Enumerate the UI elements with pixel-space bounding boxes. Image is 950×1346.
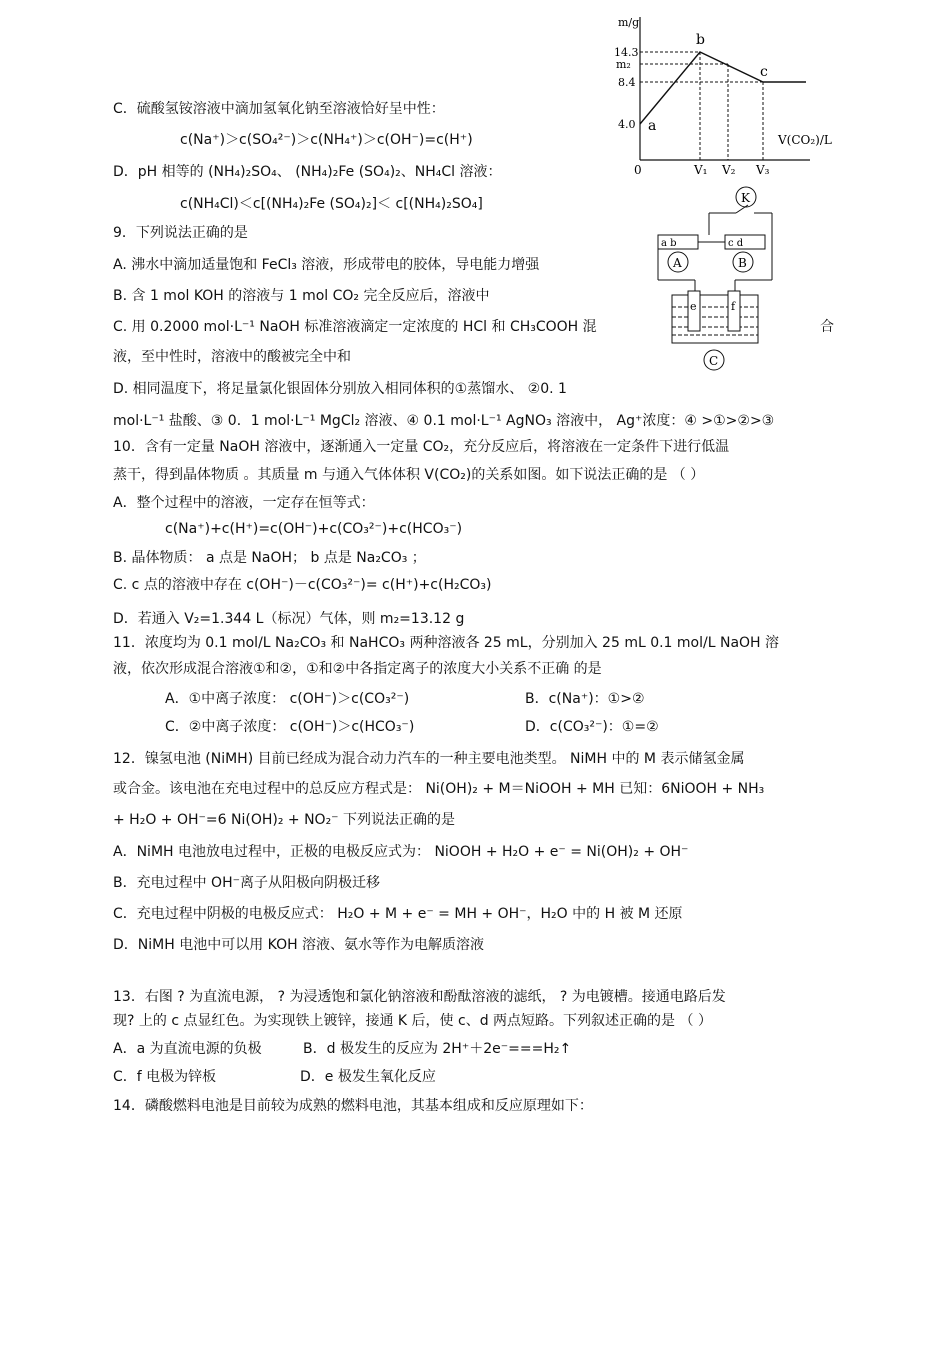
- q12-stem: 12．镍氢电池 (NiMH) 目前已经成为混合动力汽车的一种主要电池类型。 NiMH 中的 M 表示储氢金属: [113, 751, 745, 767]
- q9-option-c-end: 合: [820, 319, 834, 335]
- point-b-label: b: [696, 32, 705, 48]
- q13-stem-cont: 现? 上的 c 点显红色。为实现铁上镀锌，接通 K 后，使 c、d 两点短路。下列叙述正确的是 （ ）: [113, 1013, 712, 1029]
- option-c-formula: c(Na⁺)＞c(SO₄²⁻)＞c(NH₄⁺)＞c(OH⁻)=c(H⁺): [180, 132, 473, 148]
- q12-option-d: D．NiMH 电池中可以用 KOH 溶液、氨水等作为电解质溶液: [113, 937, 485, 953]
- q9-option-d: D. 相同温度下，将足量氯化银固体分别放入相同体积的①蒸馏水、 ②0. 1: [113, 381, 567, 397]
- y-tick-4-0: 4.0: [618, 118, 636, 131]
- q12-stem-cont: 或合金。该电池在充电过程中的总反应方程式是： Ni(OH)₂ + M＝NiOOH + MH 已知：6NiOOH + NH₃: [113, 781, 765, 797]
- option-d-line: D．pH 相等的 (NH₄)₂SO₄、 (NH₄)₂Fe (SO₄)₂、NH₄Cl 溶液：: [113, 164, 502, 180]
- y-axis-label: m/g: [618, 16, 640, 29]
- q9-option-c-cont: 液，至中性时，溶液中的酸被完全中和: [113, 349, 351, 365]
- q11-stem-cont: 液，依次形成混合溶液①和②，①和②中各指定离子的浓度大小关系不正确 的是: [113, 661, 602, 677]
- q9-option-d-cont: mol·L⁻¹ 盐酸、③ 0．1 mol·L⁻¹ MgCl₂ 溶液、④ 0.1 mol·L⁻¹ AgNO₃ 溶液中， Ag⁺浓度：④ >①>②>③: [113, 413, 775, 429]
- q9-option-b: B. 含 1 mol KOH 的溶液与 1 mol CO₂ 完全反应后，溶液中: [113, 288, 490, 304]
- q10-option-a: A．整个过程中的溶液，一定存在恒等式：: [113, 495, 375, 511]
- q12-option-c: C．充电过程中阴极的电极反应式： H₂O + M + e⁻ = MH + OH⁻，H₂O 中的 H 被 M 还原: [113, 906, 683, 922]
- paper-ab-label: a b: [661, 238, 677, 249]
- q10-stem-cont: 蒸干，得到晶体物质 。其质量 m 与通入气体体积 V(CO₂)的关系如图。如下说法正确的是 （ ）: [113, 467, 705, 483]
- q10-option-a-formula: c(Na⁺)+c(H⁺)=c(OH⁻)+c(CO₃²⁻)+c(HCO₃⁻): [165, 521, 463, 537]
- point-c-label: c: [760, 64, 768, 80]
- cell-c-label: C: [709, 354, 719, 368]
- q9-option-c: C. 用 0.2000 mol·L⁻¹ NaOH 标准溶液滴定一定浓度的 HCl 和 CH₃COOH 混: [113, 319, 597, 335]
- q9-stem: 9．下列说法正确的是: [113, 225, 248, 241]
- electrode-e-label: e: [690, 300, 697, 313]
- option-c-line: C．硫酸氢铵溶液中滴加氢氧化钠至溶液恰好呈中性：: [113, 101, 445, 117]
- paper-cd-label: c d: [728, 238, 744, 249]
- q10-stem: 10．含有一定量 NaOH 溶液中，逐渐通入一定量 CO₂，充分反应后，将溶液在一定条件下进行低温: [113, 439, 730, 455]
- q13-option-d: D．e 极发生氧化反应: [300, 1069, 436, 1085]
- y-tick-14-3: 14.3: [614, 46, 639, 59]
- q12-stem-cont2: + H₂O + OH⁻=6 Ni(OH)₂ + NO₂⁻ 下列说法正确的是: [113, 812, 456, 828]
- y-tick-8-4: 8.4: [618, 76, 636, 89]
- q11-option-b: B．c(Na⁺)：①>②: [525, 691, 645, 707]
- q10-option-b: B. 晶体物质： a 点是 NaOH； b 点是 Na₂CO₃ ；: [113, 550, 426, 566]
- x-tick-0: 0: [634, 163, 642, 177]
- q12-option-a: A．NiMH 电池放电过程中，正极的电极反应式为： NiOOH + H₂O + e⁻ = Ni(OH)₂ + OH⁻: [113, 844, 689, 860]
- x-tick-v3: V₃: [756, 163, 770, 177]
- x-axis-label: V(CO₂)/L: [778, 133, 832, 147]
- q14-stem: 14．磷酸燃料电池是目前较为成熟的燃料电池，其基本组成和反应原理如下：: [113, 1098, 593, 1114]
- q13-option-b: B．d 极发生的反应为 2H⁺＋2e⁻===H₂↑: [303, 1041, 572, 1057]
- paper-b-label: B: [738, 256, 747, 270]
- x-tick-v2: V₂: [722, 163, 736, 177]
- q13-option-c: C．f 电极为锌板: [113, 1069, 217, 1085]
- point-a-label: a: [648, 118, 657, 134]
- q11-stem: 11．浓度均为 0.1 mol/L Na₂CO₃ 和 NaHCO₃ 两种溶液各 25 mL，分别加入 25 mL 0.1 mol/L NaOH 溶: [113, 635, 780, 651]
- q11-option-a: A．①中离子浓度： c(OH⁻)＞c(CO₃²⁻): [165, 691, 410, 707]
- q9-option-a: A. 沸水中滴加适量饱和 FeCl₃ 溶液，形成带电的胶体，导电能力增强: [113, 257, 540, 273]
- power-a-label: A: [673, 256, 682, 270]
- x-tick-v1: V₁: [694, 163, 708, 177]
- option-d-formula: c(NH₄Cl)＜c[(NH₄)₂Fe (SO₄)₂]＜ c[(NH₄)₂SO₄]: [180, 196, 483, 212]
- q11-option-c: C．②中离子浓度： c(OH⁻)＞c(HCO₃⁻): [165, 719, 415, 735]
- mass-volume-graph: [610, 12, 840, 177]
- q10-option-d: D．若通入 V₂=1.344 L（标况）气体，则 m₂=13.12 g: [113, 611, 465, 627]
- switch-k-label: K: [741, 191, 750, 205]
- q13-stem: 13．右图 ? 为直流电源， ? 为浸透饱和氯化钠溶液和酚酞溶液的滤纸， ? 为电镀槽。接通电路后发: [113, 989, 726, 1005]
- electrode-f-label: f: [731, 300, 736, 313]
- q12-option-b: B．充电过程中 OH⁻离子从阳极向阴极迁移: [113, 875, 380, 891]
- electrolysis-circuit-diagram: [650, 185, 780, 375]
- q13-option-a: A．a 为直流电源的负极: [113, 1041, 262, 1057]
- y-tick-m2: m₂: [616, 58, 631, 71]
- q10-option-c: C. c 点的溶液中存在 c(OH⁻)－c(CO₃²⁻)= c(H⁺)+c(H₂CO₃): [113, 577, 492, 593]
- q11-option-d: D．c(CO₃²⁻)：①=②: [525, 719, 659, 735]
